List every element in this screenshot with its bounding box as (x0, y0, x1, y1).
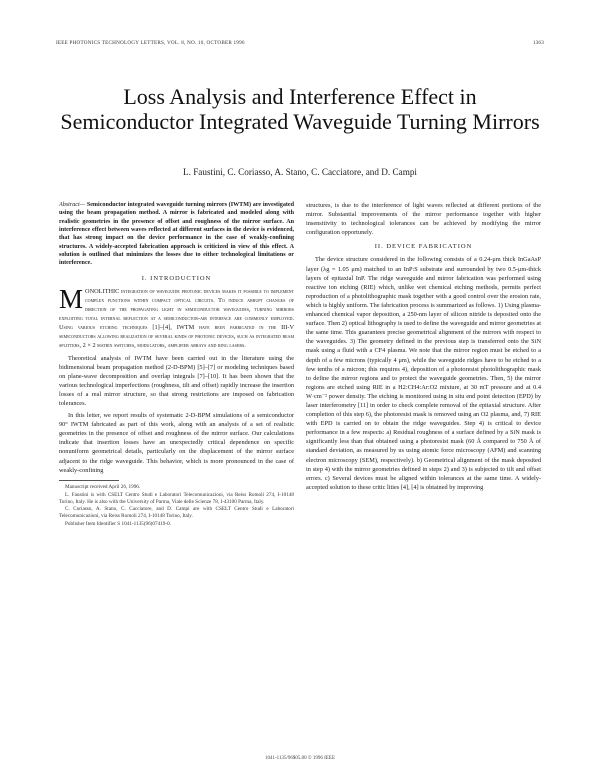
abstract (59, 201, 294, 268)
running-head (56, 40, 544, 46)
device-paragraph-1: The device structure considered in the following consists of a 0.24-μm thick InGaAsP layer (λg = 1.05 μm) matched to an InP:S substrate and surrounded by two 0.5-μm-thick layers of epitaxial InP. The ridge waveguide and mirror fabrication was performed using reactive ion etching (RIE) which, unlike wet chemical etching methods, permits perfect reproduction of a photolithographic mask together with a good control over the erosion rate, which is highly uniform. The fabrication process is summarized as follows. 1) Using plasma-enhanced chemical vapor deposition, a 250-nm layer of silicon nitride is deposited onto the surface. Then 2) optical lithography is used to define the waveguide and mirror geometries at the same time. This guarantees precise geometrical alignment of the mirrors with respect to the waveguides. 3) The geometry defined in the previous step is transferred onto the SiN mask using a fluid with a CF4 plasma. We note that the mirror region must be etched to a depth of a few microns (typically 4 μm), while the waveguide ridges have to be etched to a few tenths of a micron; this requires 4), deposition of a photoresist photolithographic mask to define the mirror regions and to protect the waveguide geometries. Then, 5) the mirror regions are etched using RIE in a H2:CH4:Ar:O2 mixture, at 30 mT pressure and at 0.4 W·cm⁻² power density. The etching is monitored using in situ end point detection (EPD) by laser interferometry [11] in order to check complete removal of the epitaxial structure. After completion of this step 6), the photoresist mask is removed using an O2 plasma, and, 7) RIE with EPD is carried on to obtain the ridge waveguides. Step 4) is critical to device performance in a few respects: a) Residual roughness of a surface defined by a SiN mask is significantly less than that obtained using a photoresist mask (60 Å compared to 750 Å of standard deviation, as measured by us using atomic force microscopy (AFM) and scanning electron microscopy (SEM), respectively). b) Geometrical alignment of the mask deposited in step 4) with the mirror geometries defined in steps 2) and 3) is subjected to tilt and offset errors. c) Several devices must be aligned within tolerances at the same time. A widely-accepted solution to these critic lities [4], [4] is obtained by improving (306, 256, 541, 491)
footnote-affiliation-2: C. Coriasso, A. Stano, C. Cacciatore, and D. Campi are with CSELT Centro Studi e Laboratori Telecomunicazioni, via Reiss Romoli 274, I-10148 Torino, Italy. (59, 506, 294, 520)
drop-cap: M (59, 283, 84, 314)
footnotes (59, 484, 294, 528)
intro-paragraph-2: Theoretical analysis of IWTM have been carried out in the literature using the bidimensional beam propagation method (2-D-BPM) [5]–[7] or modeling techniques based on plane-wave decomposition and overlap integrals [7]–[10]. It has been shown that the various technological imperfections (roughness, tilt and offset) rapidly increase the insertion losses of a real mirror structure, so that strong restrictions are imposed on fabrication tolerances. (59, 354, 294, 407)
abstract-label: Abstract— (59, 202, 86, 208)
intro-paragraph-3: In this letter, we report results of systematic 2-D-BPM simulations of a semiconductor 90° IWTM fabricated as part of this work, along with an analysis of a set of realistic geometries in the presence of offset and roughness of the mirror surface. Our calculations indicate that insertion losses have an unexpectedly critical dependence on specific nonuniform geometrical details, particularly on the displacement of the mirror surface adjacent to the ridge waveguide. This behavior, which is more pronounced in the case of weakly-confining (59, 412, 294, 474)
page-number: 1363 (532, 40, 544, 46)
intro-paragraph-1 (59, 283, 294, 351)
footnote-divider (59, 480, 119, 481)
intro-paragraph-1-text: ONOLITHIC integration of waveguide photonic devices makes it possible to implement complex functions within compact optical circuits. To induce abrupt changes of direction of the propagating light in semiconductor waveguides, turning mirrors exploiting total internal reflection at a semiconductor-air interface are commonly employed. Using various etching techniques [1]–[4], IWTM have been fabricated in the III-V semiconductors allowing realization of several kinds of photonic devices, such as integrated beam splitters, 2 × 2 matrix switches, modulators, amplifier arrays and ring lasers. (59, 287, 294, 350)
right-column (306, 201, 541, 495)
copyright-footer: 1041-1135/96$05.00 © 1996 IEEE (265, 756, 335, 761)
section-heading-introduction: I. INTRODUCTION (141, 274, 212, 282)
section-heading-device-fabrication: II. DEVICE FABRICATION (374, 243, 473, 251)
footnote-affiliation-1: L. Faustini is with CSELT Centro Studi e Laboratori Telecomunicazioni, via Reiss Romoli 274, I-10148 Torino, Italy. He is also with the University of Parma, Viale delle Scienze 78, I-43100 Parma, Italy. (59, 491, 294, 505)
abstract-text: Semiconductor integrated waveguide turning mirrors (IWTM) are investigated using the beam propagation method. A mirror is fabricated and modeled along with realistic geometries in the presence of offset and roughness of the mirror surface. An interference effect between waves reflected at different surfaces in the device is evidenced, that has strong impact on the device performance in the case of weakly-confining structures. A widely-accepted fabrication approach is criticized in view of this effect. A solution is outlined that minimizes the losses due to either technological limitations or interference. (59, 202, 294, 267)
paper-title: Loss Analysis and Interference Effect in Semiconductor Integrated Waveguide Turning Mirrors (60, 84, 540, 134)
right-paragraph-1: structures, is due to the interference of light waves reflected at different portions of the mirror. Substantial improvements of the mirror performance together with higher insensitivity to technological tolerances can be achieved by modifying the mirror configuration opportunely. (306, 202, 541, 237)
left-column (59, 201, 294, 529)
footnote-received: Manuscript received April 26, 1996. (65, 483, 141, 490)
footnote-identifier: Publisher Item Identifier S 1041-1135(96)07419-0. (65, 521, 171, 528)
author-list: L. Faustini, C. Coriasso, A. Stano, C. Cacciatore, and D. Campi (182, 167, 417, 177)
journal-header: IEEE PHOTONICS TECHNOLOGY LETTERS, VOL. 8, NO. 10, OCTOBER 1996 (56, 40, 245, 46)
